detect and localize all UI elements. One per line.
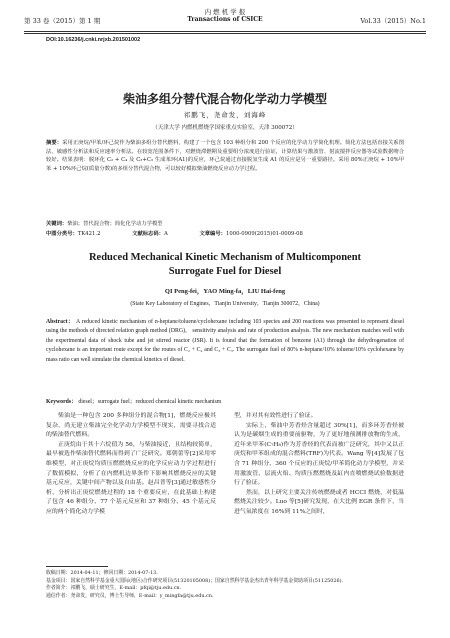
abstract-en-label: Abstract： xyxy=(46,319,75,325)
cls-number: 中图分类号：TK421.2 xyxy=(46,231,101,237)
running-header xyxy=(24,8,426,30)
footnote-author: 作者简介：祁鹏飞，硕士研究生，E-mail：pfqi@tju.edu.cn. xyxy=(46,585,182,592)
header-journal-cn: 内 燃 机 学 报 xyxy=(204,8,246,16)
doc-code: 文献标志码：A xyxy=(132,231,168,237)
abstract-cn xyxy=(46,139,404,173)
header-rule-bottom xyxy=(24,33,426,34)
affiliation-en: (State Key Laboratory of Engines，Tianjin University，Tianjin 300072，China) xyxy=(130,301,320,307)
keywords-en-text: diesel；surrogate fuel；reduced chemical kinetic mechanism xyxy=(78,399,222,405)
keywords-en xyxy=(46,396,404,405)
doi: DOI:10.16236/j.cnki.nrjxb.201501002 xyxy=(46,37,141,43)
classification-line xyxy=(46,229,404,237)
title-cn: 柴油多组分替代混合物化学动力学模型 xyxy=(122,92,327,106)
header-rule-top xyxy=(24,31,426,32)
abstract-cn-label: 摘要： xyxy=(46,140,63,146)
abstract-en xyxy=(46,318,404,365)
article-number: 文章编号：1000-0909(2015)01-0009-08 xyxy=(199,231,303,237)
footnote-received: 收稿日期：2014-04-11；修回日期：2014-07-13. xyxy=(46,570,158,576)
body-paragraph: 柴油是一种包含 200 多种组分的混合物[1]，燃烧反应极其复杂，尚无建立柴油完全化学动力学模型不现实，需要寻找合适的柴油替代燃料。 xyxy=(46,413,216,439)
keywords-cn xyxy=(46,219,404,227)
title-en-line2: Surrogate Fuel for Diesel xyxy=(168,266,282,277)
body-paragraph: 型，并对其有效性进行了验证。 xyxy=(234,413,317,419)
abstract-cn-text: 采用正庚烷/甲苯/环己烷作为柴油多组分替代燃料，构建了一个包含 103 种组分和 200 个反应的化学动力学简化机理。简化方法包括直接关系图法、敏感性分析法和反应速率分析法。在较宽范围条件下，对燃烧滞燃期及重要组分浓度进行验证，计算结果与激波管、射流搅拌反应器等试验数据吻合较好。结果表明：脱环化 C₂ + C₄ 及 C₃+C₃ 生成苯环(A1)的反应，环己烷通过直接脱氢生成 A1 的反应是另一重要路径。采用 80%正庚烷 + 10%甲苯 + 10%环己烷(质量分数)的多组分替代混合物，可以较好模拟柴油燃烧反应动力学过程。 xyxy=(46,140,404,172)
authors-en: QI Peng-fei，YAO Ming-fa，LIU Hai-feng xyxy=(164,288,286,295)
body-paragraph: 然而，以上研究主要关注传统燃烧或者 HCCI 燃烧，对低温燃烧关注较少。Luo 等[5]研究发现，在大比例 EGR 条件下，当进气氧浓度在 16%到 11%之间时， xyxy=(234,489,404,515)
affiliation-cn: （天津大学 内燃机燃烧学国家重点实验室，天津 300072） xyxy=(152,125,298,131)
header-volume-en: Vol.33（2015）No.1 xyxy=(360,17,426,25)
header-volume-cn: 第 33 卷（2015）第 1 期 xyxy=(24,17,101,25)
keywords-en-label: Keywords： xyxy=(46,399,77,405)
title-en-line1: Reduced Mechanical Kinetic Mechanism of Multicomponent xyxy=(88,252,362,263)
footnote-rule xyxy=(46,566,108,567)
body-paragraph: 实际上，柴油中芳香烃含量超过 30%[1]，而多环芳香烃被认为是碳烟生成的重要前驱物，为了更好地预测排放物的生成，近年来甲苯(C₇H₈)作为芳香烃的代表而被广泛研究，其中又以正庚烷和甲苯组成的混合燃料(TRF)为代表。Wang 等[4]发展了包含 71 种组分、360 个反应的正庚烷/甲苯简化动力学模型，并采用激波管、层流火焰、均质压燃燃烧及缸内直喷燃烧试验数据进行了验证。 xyxy=(234,422,404,487)
footnotes xyxy=(46,570,404,600)
footnote-funding: 基金项目：国家自然科学基金重大国际(地区)合作研究项目(51320105008)；国家自然科学基金杰出青年科学基金资助项目(51125026). xyxy=(46,577,344,584)
keywords-cn-label: 关键词： xyxy=(46,221,68,227)
keywords-cn-text: 柴油；替代混合物；简化化学动力学模型 xyxy=(67,221,163,227)
abstract-en-text: A reduced kinetic mechanism of n-heptane/toluene/cyclohexane including 103 species and 200 reactions was presented to represent diesel using the methods of directed relation graph method (DRG)， sensitivity analysis and rate of production analysis. The new mechanism matches well with the experimental data of shock tube and jet stirred reactor (JSR). It is found that the formation of benzene (A1) through the dehydrogenation of cyclohexane is an important route except for the routes of C₂ + C₄ and C₃ + C₃. The surrogate fuel of 80% n-heptane/10% toluene/10% cyclohexane by mass ratio can well simulate the chemical kinetics of diesel. xyxy=(46,319,405,363)
body-paragraph: 正庚烷由于其十六烷值为 56，与柴油接近，且结构较简单，最早被选作柴油替代燃料而得到了广泛研究。郑朝蕾等[2]采用零维模型，对正庚烷均质压燃燃烧反应的化学反应动力学过程进行了数值模拟，分析了在内燃机边界条件下影响其燃烧反应的关键基元反应，关键中间产物以及自由基。赵昌普等[3]通过敏感性分析，分析出正庚烷燃烧过程的 18 个重要反应，在此基础上构建了包含 46 种组分、77 个基元反应和 37 种组分、45 个基元反应的两个简化动力学模 xyxy=(46,441,216,515)
authors-cn: 祁鹏飞，尧命发，刘海峰 xyxy=(183,111,267,119)
title-en xyxy=(40,251,410,279)
header-journal-en: Transactions of CSICE xyxy=(187,16,263,23)
footnote-corresponding: 通信作者：尧命发，研究员，博士生导师，E-mail：y_mingfa@tju.edu.cn. xyxy=(46,592,214,599)
body-column-left xyxy=(46,412,216,518)
body-column-right xyxy=(234,412,404,518)
